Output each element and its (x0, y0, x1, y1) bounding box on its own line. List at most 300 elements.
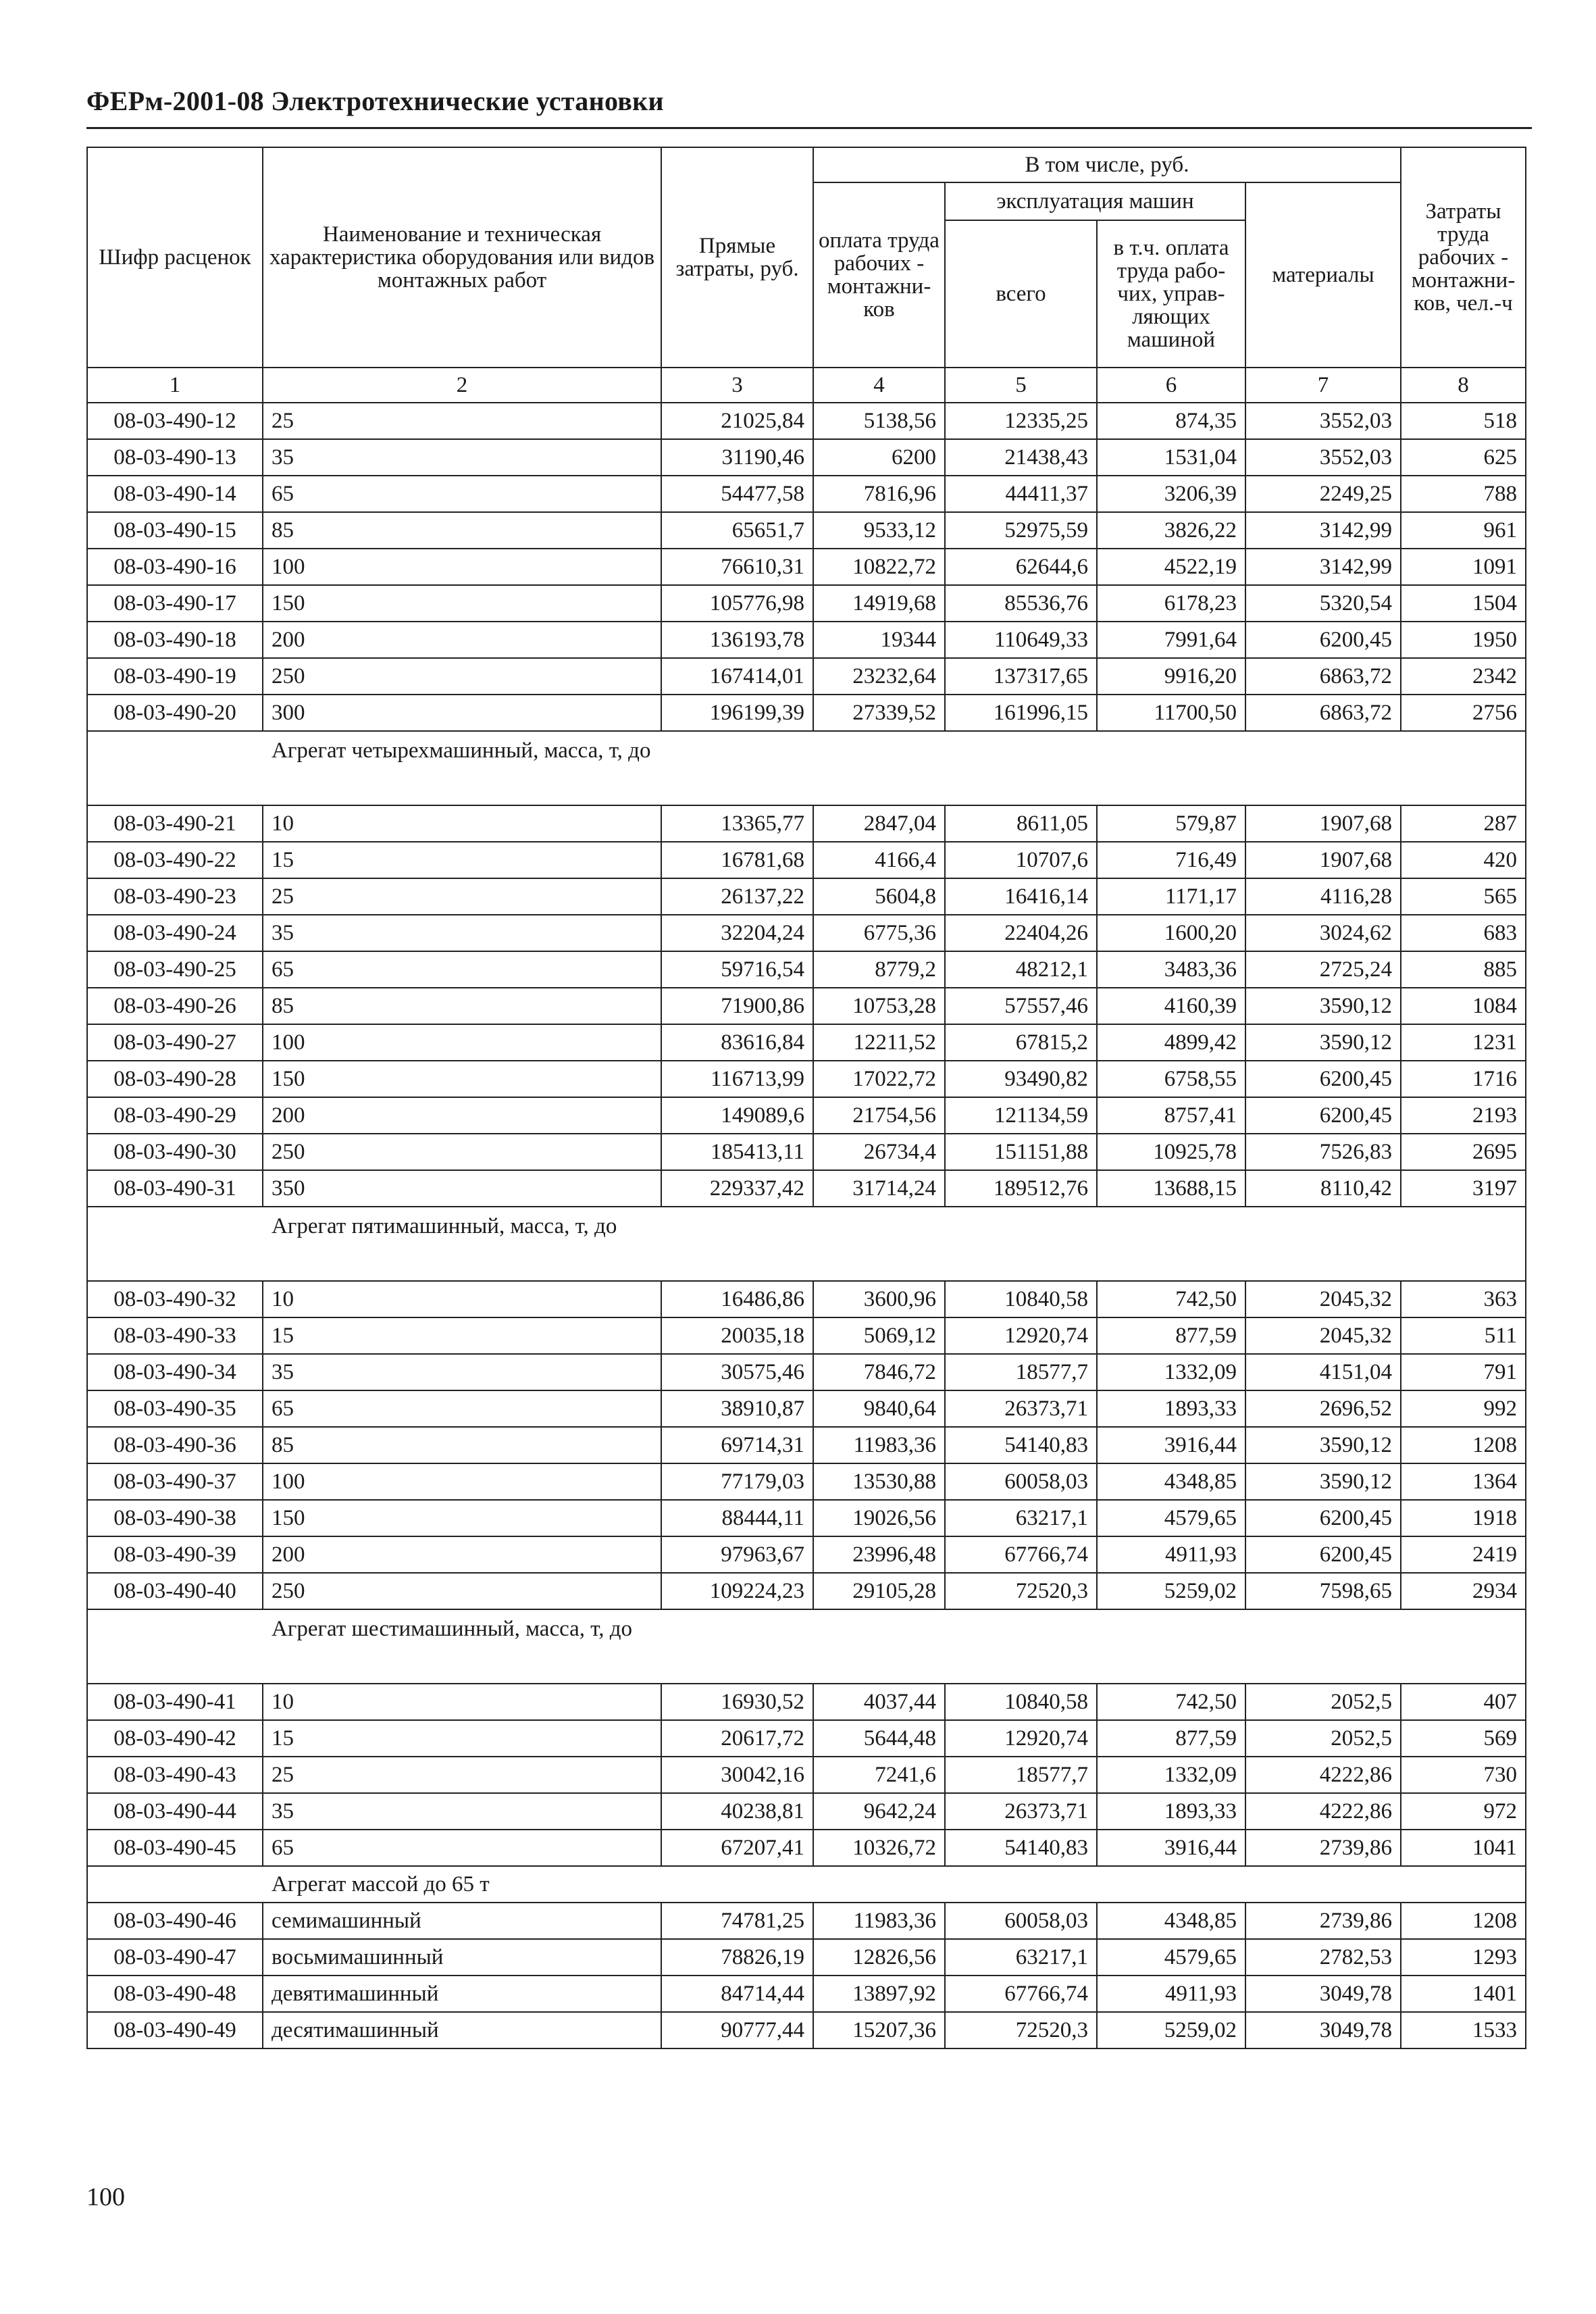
materials: 3552,03 (1245, 439, 1401, 476)
materials: 6200,45 (1245, 1097, 1401, 1134)
materials: 2052,5 (1245, 1684, 1401, 1720)
table-row (87, 658, 1526, 695)
header-machines: эксплуатация машин (945, 182, 1245, 220)
direct-costs: 71900,86 (661, 988, 813, 1024)
labor-hours: 1533 (1401, 2012, 1526, 2048)
machines-labor-pay: 1531,04 (1097, 439, 1245, 476)
rate-code: 08-03-490-30 (87, 1134, 263, 1170)
machines-labor-pay: 5259,02 (1097, 2012, 1245, 2048)
item-name: 10 (263, 805, 661, 842)
header-machines-total: всего (945, 220, 1097, 368)
labor-hours: 511 (1401, 1317, 1526, 1354)
direct-costs: 21025,84 (661, 403, 813, 439)
labor-pay: 4166,4 (813, 842, 945, 878)
header-including: В том числе, руб. (813, 147, 1401, 182)
table-row (87, 695, 1526, 731)
table-row (87, 1757, 1526, 1793)
direct-costs: 196199,39 (661, 695, 813, 731)
machines-labor-pay: 4579,65 (1097, 1500, 1245, 1536)
table-row (87, 1097, 1526, 1134)
rate-code: 08-03-490-36 (87, 1427, 263, 1463)
machines-labor-pay: 1332,09 (1097, 1354, 1245, 1390)
item-name: десятимашинный (263, 2012, 661, 2048)
machines-total: 18577,7 (945, 1757, 1097, 1793)
item-name: 85 (263, 1427, 661, 1463)
rate-code: 08-03-490-46 (87, 1903, 263, 1939)
direct-costs: 83616,84 (661, 1024, 813, 1061)
machines-total: 18577,7 (945, 1354, 1097, 1390)
table-row (87, 512, 1526, 549)
materials: 7598,65 (1245, 1573, 1401, 1609)
table-row (87, 1024, 1526, 1061)
machines-labor-pay: 3826,22 (1097, 512, 1245, 549)
item-name: 150 (263, 1061, 661, 1097)
labor-hours: 1084 (1401, 988, 1526, 1024)
materials: 3024,62 (1245, 915, 1401, 951)
labor-pay: 12826,56 (813, 1939, 945, 1976)
machines-labor-pay: 716,49 (1097, 842, 1245, 878)
item-name: 350 (263, 1170, 661, 1207)
direct-costs: 65651,7 (661, 512, 813, 549)
table-row (87, 1684, 1526, 1720)
group-row (87, 731, 1526, 805)
labor-hours: 885 (1401, 951, 1526, 988)
header-rule (86, 127, 1532, 129)
labor-hours: 1504 (1401, 585, 1526, 622)
labor-pay: 9642,24 (813, 1793, 945, 1830)
direct-costs: 136193,78 (661, 622, 813, 658)
table-row (87, 1573, 1526, 1609)
column-number: 8 (1401, 368, 1526, 403)
machines-total: 54140,83 (945, 1427, 1097, 1463)
machines-labor-pay: 4522,19 (1097, 549, 1245, 585)
labor-hours: 1208 (1401, 1427, 1526, 1463)
rate-code: 08-03-490-17 (87, 585, 263, 622)
table-header (87, 147, 1526, 403)
machines-total: 62644,6 (945, 549, 1097, 585)
machines-total: 60058,03 (945, 1903, 1097, 1939)
direct-costs: 20035,18 (661, 1317, 813, 1354)
item-name: 100 (263, 549, 661, 585)
labor-pay: 10326,72 (813, 1830, 945, 1866)
labor-pay: 31714,24 (813, 1170, 945, 1207)
direct-costs: 31190,46 (661, 439, 813, 476)
table-row (87, 1317, 1526, 1354)
labor-pay: 14919,68 (813, 585, 945, 622)
materials: 4151,04 (1245, 1354, 1401, 1390)
labor-hours: 2419 (1401, 1536, 1526, 1573)
item-name: 85 (263, 512, 661, 549)
item-name: 15 (263, 1720, 661, 1757)
direct-costs: 67207,41 (661, 1830, 813, 1866)
rate-code: 08-03-490-47 (87, 1939, 263, 1976)
machines-labor-pay: 1171,17 (1097, 878, 1245, 915)
table-row (87, 1170, 1526, 1207)
direct-costs: 229337,42 (661, 1170, 813, 1207)
labor-pay: 29105,28 (813, 1573, 945, 1609)
machines-labor-pay: 3483,36 (1097, 951, 1245, 988)
item-name: 150 (263, 585, 661, 622)
direct-costs: 78826,19 (661, 1939, 813, 1976)
machines-labor-pay: 6178,23 (1097, 585, 1245, 622)
group-title: Агрегат пятимашинный, масса, т, до (272, 1214, 617, 1238)
labor-hours: 625 (1401, 439, 1526, 476)
group-title: Агрегат шестимашинный, масса, т, до (272, 1617, 633, 1641)
header-code: Шифр расценок (87, 147, 263, 368)
labor-hours: 569 (1401, 1720, 1526, 1757)
labor-hours: 1208 (1401, 1903, 1526, 1939)
machines-labor-pay: 1893,33 (1097, 1390, 1245, 1427)
table-row (87, 1720, 1526, 1757)
labor-pay: 4037,44 (813, 1684, 945, 1720)
labor-hours: 961 (1401, 512, 1526, 549)
item-name: 35 (263, 1354, 661, 1390)
labor-pay: 9533,12 (813, 512, 945, 549)
item-name: 250 (263, 658, 661, 695)
table-row (87, 805, 1526, 842)
labor-pay: 10753,28 (813, 988, 945, 1024)
machines-labor-pay: 579,87 (1097, 805, 1245, 842)
machines-total: 110649,33 (945, 622, 1097, 658)
item-name: 10 (263, 1281, 661, 1317)
machines-total: 121134,59 (945, 1097, 1097, 1134)
direct-costs: 185413,11 (661, 1134, 813, 1170)
machines-total: 10840,58 (945, 1281, 1097, 1317)
direct-costs: 30042,16 (661, 1757, 813, 1793)
item-name: 25 (263, 403, 661, 439)
rate-code: 08-03-490-26 (87, 988, 263, 1024)
machines-labor-pay: 4579,65 (1097, 1939, 1245, 1976)
labor-pay: 5069,12 (813, 1317, 945, 1354)
item-name: 200 (263, 1097, 661, 1134)
header-labor-hours: Затраты труда рабочих - монтажни-ков, чел.-ч (1401, 147, 1526, 368)
header-labor-pay: оплата труда рабочих - монтажни-ков (813, 182, 945, 368)
materials: 8110,42 (1245, 1170, 1401, 1207)
rate-code: 08-03-490-45 (87, 1830, 263, 1866)
table-row (87, 439, 1526, 476)
table-row (87, 878, 1526, 915)
rate-code: 08-03-490-16 (87, 549, 263, 585)
direct-costs: 20617,72 (661, 1720, 813, 1757)
rate-code: 08-03-490-20 (87, 695, 263, 731)
rate-code: 08-03-490-48 (87, 1976, 263, 2012)
table-row (87, 1536, 1526, 1573)
machines-labor-pay: 877,59 (1097, 1317, 1245, 1354)
table-row (87, 1427, 1526, 1463)
materials: 2052,5 (1245, 1720, 1401, 1757)
materials: 3590,12 (1245, 1024, 1401, 1061)
labor-pay: 26734,4 (813, 1134, 945, 1170)
direct-costs: 38910,87 (661, 1390, 813, 1427)
labor-hours: 3197 (1401, 1170, 1526, 1207)
column-number: 1 (87, 368, 263, 403)
direct-costs: 88444,11 (661, 1500, 813, 1536)
labor-hours: 287 (1401, 805, 1526, 842)
rate-code: 08-03-490-22 (87, 842, 263, 878)
rate-code: 08-03-490-13 (87, 439, 263, 476)
machines-labor-pay: 1893,33 (1097, 1793, 1245, 1830)
item-name: 65 (263, 1830, 661, 1866)
machines-labor-pay: 4348,85 (1097, 1903, 1245, 1939)
rate-code: 08-03-490-12 (87, 403, 263, 439)
labor-hours: 2342 (1401, 658, 1526, 695)
document-title: ФЕРм-2001-08 Электротехнические установки (86, 86, 664, 116)
machines-labor-pay: 4911,93 (1097, 1536, 1245, 1573)
column-number-row (87, 368, 1526, 403)
machines-labor-pay: 4899,42 (1097, 1024, 1245, 1061)
materials: 3590,12 (1245, 1463, 1401, 1500)
materials: 1907,68 (1245, 842, 1401, 878)
table-row (87, 1134, 1526, 1170)
page-number: 100 (86, 2183, 125, 2211)
materials: 1907,68 (1245, 805, 1401, 842)
materials: 3142,99 (1245, 549, 1401, 585)
rate-code: 08-03-490-44 (87, 1793, 263, 1830)
machines-labor-pay: 6758,55 (1097, 1061, 1245, 1097)
labor-hours: 1293 (1401, 1939, 1526, 1976)
rate-code: 08-03-490-39 (87, 1536, 263, 1573)
machines-labor-pay: 4348,85 (1097, 1463, 1245, 1500)
labor-hours: 1091 (1401, 549, 1526, 585)
labor-pay: 12211,52 (813, 1024, 945, 1061)
item-name: 25 (263, 878, 661, 915)
item-name: 250 (263, 1134, 661, 1170)
rate-code: 08-03-490-33 (87, 1317, 263, 1354)
item-name: семимашинный (263, 1903, 661, 1939)
materials: 3590,12 (1245, 988, 1401, 1024)
labor-hours: 2934 (1401, 1573, 1526, 1609)
labor-pay: 5604,8 (813, 878, 945, 915)
table-row (87, 988, 1526, 1024)
direct-costs: 84714,44 (661, 1976, 813, 2012)
machines-total: 161996,15 (945, 695, 1097, 731)
page-header (86, 85, 1532, 117)
labor-hours: 1231 (1401, 1024, 1526, 1061)
rate-code: 08-03-490-25 (87, 951, 263, 988)
machines-total: 72520,3 (945, 1573, 1097, 1609)
machines-labor-pay: 7991,64 (1097, 622, 1245, 658)
labor-pay: 3600,96 (813, 1281, 945, 1317)
table-row (87, 842, 1526, 878)
machines-labor-pay: 13688,15 (1097, 1170, 1245, 1207)
column-number: 3 (661, 368, 813, 403)
direct-costs: 76610,31 (661, 549, 813, 585)
labor-hours: 518 (1401, 403, 1526, 439)
machines-labor-pay: 8757,41 (1097, 1097, 1245, 1134)
item-name: 85 (263, 988, 661, 1024)
labor-hours: 2695 (1401, 1134, 1526, 1170)
rate-code: 08-03-490-27 (87, 1024, 263, 1061)
machines-labor-pay: 4160,39 (1097, 988, 1245, 1024)
labor-hours: 363 (1401, 1281, 1526, 1317)
item-name: 100 (263, 1463, 661, 1500)
machines-total: 57557,46 (945, 988, 1097, 1024)
direct-costs: 97963,67 (661, 1536, 813, 1573)
direct-costs: 16930,52 (661, 1684, 813, 1720)
item-name: 35 (263, 1793, 661, 1830)
materials: 2739,86 (1245, 1903, 1401, 1939)
machines-total: 67815,2 (945, 1024, 1097, 1061)
table-row (87, 403, 1526, 439)
materials: 3552,03 (1245, 403, 1401, 439)
rate-code: 08-03-490-38 (87, 1500, 263, 1536)
item-name: 35 (263, 439, 661, 476)
header-materials: материалы (1245, 182, 1401, 368)
rate-code: 08-03-490-34 (87, 1354, 263, 1390)
machines-total: 137317,65 (945, 658, 1097, 695)
item-name: 15 (263, 842, 661, 878)
materials: 4222,86 (1245, 1793, 1401, 1830)
rate-code: 08-03-490-28 (87, 1061, 263, 1097)
rate-code: 08-03-490-24 (87, 915, 263, 951)
materials: 6863,72 (1245, 658, 1401, 695)
item-name: 200 (263, 622, 661, 658)
machines-total: 48212,1 (945, 951, 1097, 988)
direct-costs: 16781,68 (661, 842, 813, 878)
rate-code: 08-03-490-31 (87, 1170, 263, 1207)
labor-pay: 6200 (813, 439, 945, 476)
direct-costs: 59716,54 (661, 951, 813, 988)
materials: 6200,45 (1245, 1536, 1401, 1573)
rates-table (86, 147, 1526, 2049)
group-row (87, 1207, 1526, 1281)
machines-labor-pay: 3916,44 (1097, 1830, 1245, 1866)
labor-pay: 15207,36 (813, 2012, 945, 2048)
labor-hours: 992 (1401, 1390, 1526, 1427)
direct-costs: 77179,03 (661, 1463, 813, 1500)
machines-total: 151151,88 (945, 1134, 1097, 1170)
labor-pay: 8779,2 (813, 951, 945, 988)
item-name: 250 (263, 1573, 661, 1609)
table-row (87, 622, 1526, 658)
labor-hours: 972 (1401, 1793, 1526, 1830)
rate-code: 08-03-490-19 (87, 658, 263, 695)
direct-costs: 40238,81 (661, 1793, 813, 1830)
column-number: 4 (813, 368, 945, 403)
labor-pay: 2847,04 (813, 805, 945, 842)
direct-costs: 54477,58 (661, 476, 813, 512)
machines-labor-pay: 9916,20 (1097, 658, 1245, 695)
table-row (87, 1939, 1526, 1976)
table-row (87, 1500, 1526, 1536)
materials: 2725,24 (1245, 951, 1401, 988)
materials: 2045,32 (1245, 1281, 1401, 1317)
item-name: 65 (263, 951, 661, 988)
direct-costs: 74781,25 (661, 1903, 813, 1939)
materials: 6200,45 (1245, 1061, 1401, 1097)
table-row (87, 2012, 1526, 2048)
item-name: 100 (263, 1024, 661, 1061)
labor-hours: 683 (1401, 915, 1526, 951)
labor-hours: 1918 (1401, 1500, 1526, 1536)
machines-total: 44411,37 (945, 476, 1097, 512)
machines-total: 54140,83 (945, 1830, 1097, 1866)
rate-code: 08-03-490-43 (87, 1757, 263, 1793)
machines-labor-pay: 11700,50 (1097, 695, 1245, 731)
materials: 2739,86 (1245, 1830, 1401, 1866)
direct-costs: 90777,44 (661, 2012, 813, 2048)
labor-pay: 7816,96 (813, 476, 945, 512)
labor-hours: 1401 (1401, 1976, 1526, 2012)
labor-pay: 11983,36 (813, 1427, 945, 1463)
materials: 4222,86 (1245, 1757, 1401, 1793)
machines-total: 12335,25 (945, 403, 1097, 439)
group-title: Агрегат четырехмашинный, масса, т, до (272, 738, 651, 763)
machines-total: 12920,74 (945, 1720, 1097, 1757)
labor-hours: 2756 (1401, 695, 1526, 731)
machines-total: 10707,6 (945, 842, 1097, 878)
direct-costs: 149089,6 (661, 1097, 813, 1134)
rate-code: 08-03-490-18 (87, 622, 263, 658)
column-number: 7 (1245, 368, 1401, 403)
item-name: 15 (263, 1317, 661, 1354)
machines-total: 52975,59 (945, 512, 1097, 549)
item-name: 65 (263, 1390, 661, 1427)
machines-labor-pay: 1600,20 (1097, 915, 1245, 951)
header-direct-costs: Прямые затраты, руб. (661, 147, 813, 368)
labor-pay: 7846,72 (813, 1354, 945, 1390)
materials: 6863,72 (1245, 695, 1401, 731)
materials: 3049,78 (1245, 2012, 1401, 2048)
labor-hours: 2193 (1401, 1097, 1526, 1134)
direct-costs: 26137,22 (661, 878, 813, 915)
header-machines-labor: в т.ч. оплата труда рабо-чих, управ-ляющих машиной (1097, 220, 1245, 368)
materials: 3142,99 (1245, 512, 1401, 549)
table-row (87, 1903, 1526, 1939)
machines-total: 26373,71 (945, 1390, 1097, 1427)
labor-pay: 6775,36 (813, 915, 945, 951)
machines-labor-pay: 10925,78 (1097, 1134, 1245, 1170)
machines-total: 21438,43 (945, 439, 1097, 476)
labor-hours: 565 (1401, 878, 1526, 915)
header-name: Наименование и техническая характеристика оборудования или видов монтажных работ (263, 147, 661, 368)
direct-costs: 109224,23 (661, 1573, 813, 1609)
materials: 3049,78 (1245, 1976, 1401, 2012)
rate-code: 08-03-490-15 (87, 512, 263, 549)
materials: 2045,32 (1245, 1317, 1401, 1354)
direct-costs: 32204,24 (661, 915, 813, 951)
labor-hours: 420 (1401, 842, 1526, 878)
labor-hours: 1950 (1401, 622, 1526, 658)
machines-labor-pay: 742,50 (1097, 1281, 1245, 1317)
machines-total: 22404,26 (945, 915, 1097, 951)
machines-labor-pay: 3916,44 (1097, 1427, 1245, 1463)
table-row (87, 1463, 1526, 1500)
table-row (87, 915, 1526, 951)
labor-hours: 791 (1401, 1354, 1526, 1390)
labor-pay: 9840,64 (813, 1390, 945, 1427)
machines-labor-pay: 874,35 (1097, 403, 1245, 439)
machines-labor-pay: 877,59 (1097, 1720, 1245, 1757)
table-row (87, 1061, 1526, 1097)
table-row (87, 951, 1526, 988)
direct-costs: 105776,98 (661, 585, 813, 622)
labor-pay: 13897,92 (813, 1976, 945, 2012)
labor-hours: 1716 (1401, 1061, 1526, 1097)
rate-code: 08-03-490-35 (87, 1390, 263, 1427)
table-row (87, 1354, 1526, 1390)
item-name: 200 (263, 1536, 661, 1573)
direct-costs: 69714,31 (661, 1427, 813, 1463)
table-row (87, 585, 1526, 622)
labor-pay: 13530,88 (813, 1463, 945, 1500)
labor-hours: 730 (1401, 1757, 1526, 1793)
machines-total: 8611,05 (945, 805, 1097, 842)
item-name: девятимашинный (263, 1976, 661, 2012)
labor-pay: 5644,48 (813, 1720, 945, 1757)
group-row (87, 1609, 1526, 1684)
materials: 2249,25 (1245, 476, 1401, 512)
